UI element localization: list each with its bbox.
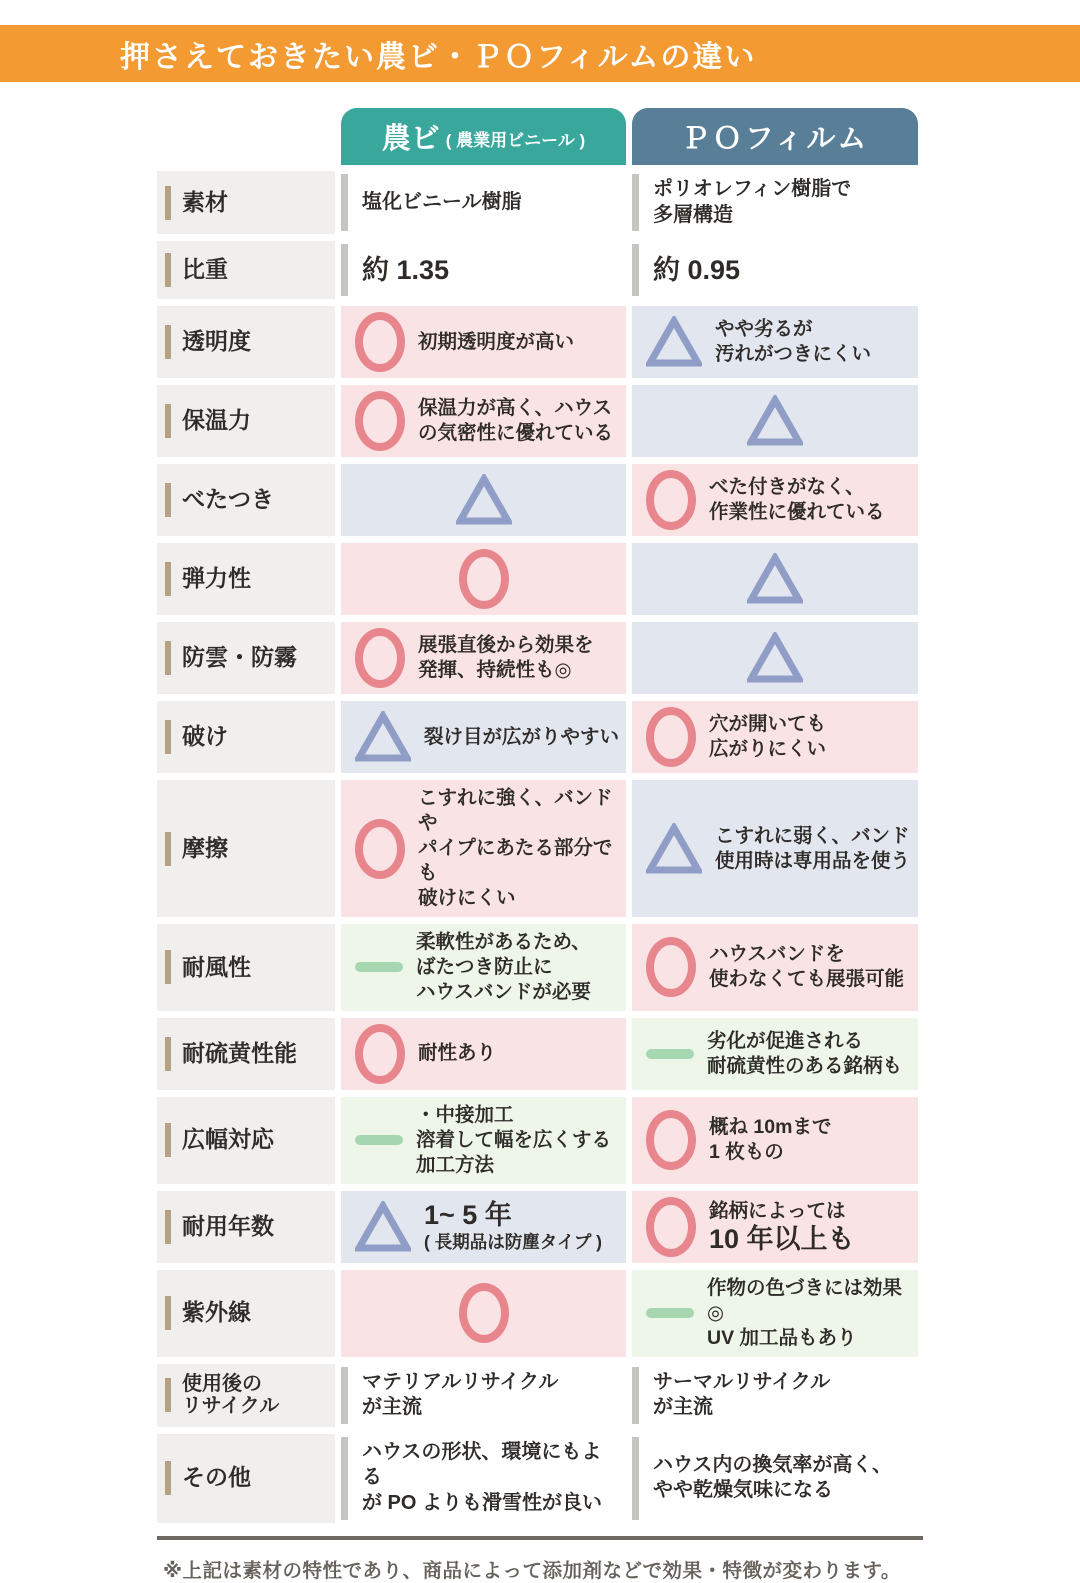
- label-accent-bar: [165, 1461, 171, 1495]
- value-cell-nobi: [341, 1191, 626, 1263]
- cell-text: [418, 330, 574, 355]
- row-label-cell: [157, 1434, 335, 1523]
- cell-text-line: 耐性あり: [418, 1042, 497, 1065]
- circle-rating-icon: [646, 1197, 696, 1257]
- circle-rating-icon: [355, 628, 405, 688]
- cell-text: [418, 786, 622, 911]
- triangle-glyph: [646, 823, 702, 875]
- cell-text-line: 汚れがつきにくい: [715, 343, 872, 366]
- cell-text: [715, 317, 871, 367]
- circle-glyph: [355, 312, 405, 372]
- column-header-po-label: ＰＯフィルム: [680, 123, 870, 155]
- cell-text-line: べた付きがなく、: [709, 476, 865, 499]
- value-cell-nobi: [341, 924, 626, 1011]
- row-label-cell: [157, 1364, 335, 1427]
- cell-text-line: が主流: [653, 1396, 713, 1419]
- dash-rating-icon: [355, 962, 403, 972]
- cell-text: [416, 930, 591, 1005]
- cell-text-line: ハウスバンドを: [709, 943, 845, 966]
- table-row: [157, 1097, 923, 1184]
- triangle-rating-icon: [747, 553, 803, 605]
- circle-glyph: [646, 707, 696, 767]
- label-accent-bar: [165, 1378, 171, 1412]
- row-label: その他: [182, 1464, 251, 1491]
- value-cell-po: [632, 924, 918, 1011]
- value-cell-nobi: [341, 385, 626, 457]
- cell-text-line: ハウス内の換気率が高く、: [653, 1453, 892, 1476]
- cell-accent-bar: [632, 1367, 639, 1424]
- value-cell-po: [632, 701, 918, 773]
- circle-rating-icon: [355, 312, 405, 372]
- title-bar: [0, 25, 1080, 82]
- value-cell-po: [632, 171, 918, 234]
- cell-text-line: 多層構造: [653, 203, 733, 226]
- dash-glyph: [646, 1049, 694, 1059]
- circle-glyph: [355, 391, 405, 451]
- circle-glyph: [355, 628, 405, 688]
- value-cell-po: [632, 1364, 918, 1427]
- column-header-row: [157, 108, 923, 165]
- cell-text-line: 劣化が促進される: [707, 1029, 864, 1052]
- circle-glyph: [355, 819, 405, 879]
- value-cell-po: [632, 780, 918, 917]
- value-cell-nobi: [341, 1434, 626, 1523]
- row-label: 保温力: [182, 407, 251, 434]
- dash-glyph: [355, 1135, 403, 1145]
- column-header-po: [632, 108, 918, 165]
- cell-text-line: やや乾燥気味になる: [653, 1479, 833, 1502]
- row-label-cell: [157, 241, 335, 299]
- cell-text: [418, 633, 594, 683]
- label-accent-bar: [165, 641, 171, 675]
- cell-accent-bar: [341, 244, 348, 296]
- cell-text-line: 約 0.95: [653, 254, 741, 285]
- value-cell-po: [632, 1018, 918, 1090]
- table-row: [157, 701, 923, 773]
- cell-text-line: UV 加工品もあり: [707, 1326, 857, 1349]
- cell-text: [707, 1029, 902, 1079]
- table-row: [157, 1364, 923, 1427]
- row-label: 破け: [182, 723, 228, 750]
- cell-accent-bar: [632, 174, 639, 231]
- cell-text: [653, 1453, 892, 1504]
- cell-text: [709, 1115, 831, 1165]
- cell-text-line: 溶着して幅を広くする: [416, 1128, 612, 1151]
- label-accent-bar: [165, 1123, 171, 1157]
- cell-text: [416, 1103, 611, 1178]
- table-row: [157, 171, 923, 234]
- circle-rating-icon: [459, 1283, 509, 1343]
- cell-text: [653, 177, 851, 228]
- cell-text: [709, 942, 904, 992]
- value-cell-nobi: [341, 1364, 626, 1427]
- cell-text-line: 柔軟性があるため、: [416, 930, 591, 953]
- cell-text-line: 初期透明度が高い: [418, 330, 575, 353]
- value-cell-po: [632, 543, 918, 615]
- table-row: [157, 1018, 923, 1090]
- dash-glyph: [355, 962, 403, 972]
- table-row: [157, 464, 923, 536]
- circle-rating-icon: [355, 391, 405, 451]
- cell-accent-bar: [341, 1367, 348, 1424]
- row-label: 防雲・防霧: [182, 644, 297, 671]
- table-body: [157, 171, 923, 1523]
- label-accent-bar: [165, 253, 171, 287]
- cell-text-line: 1 枚もの: [709, 1141, 784, 1164]
- row-label: 使用後の リサイクル: [182, 1372, 280, 1418]
- cell-text-line: こすれに強く、バンドや: [418, 787, 613, 835]
- circle-rating-icon: [646, 937, 696, 997]
- value-cell-nobi: [341, 171, 626, 234]
- triangle-rating-icon: [747, 395, 803, 447]
- cell-text-line: パイプにあたる部分でも: [418, 837, 613, 885]
- cell-text-line: こすれに弱く、バンド: [715, 824, 910, 847]
- circle-glyph: [459, 549, 509, 609]
- value-cell-po: [632, 1270, 918, 1357]
- row-label: 摩擦: [182, 834, 228, 861]
- triangle-glyph: [747, 553, 803, 605]
- cell-text-line: ハウスの形状、環境にもよる: [362, 1440, 602, 1489]
- circle-rating-icon: [646, 470, 696, 530]
- cell-text-line: 発揮、持続性も◎: [418, 659, 572, 682]
- cell-accent-bar: [341, 174, 348, 231]
- table-row: [157, 622, 923, 694]
- value-cell-po: [632, 1434, 918, 1523]
- cell-text-line: ハウスバンドが必要: [416, 980, 591, 1003]
- cell-text-line: 加工方法: [416, 1153, 495, 1176]
- cell-text-line: ポリオレフィン樹脂で: [653, 178, 852, 200]
- cell-text-line: 耐硫黄性のある銘柄も: [707, 1054, 903, 1077]
- footer-note: ※上記は素材の特性であり、商品によって添加剤などで効果・特徴が変わります。: [163, 1559, 901, 1582]
- cell-text-line: 銘柄によっては: [709, 1199, 846, 1222]
- cell-text: [709, 475, 885, 525]
- cell-text-line: 展張直後から効果を: [418, 634, 594, 657]
- row-label: 紫外線: [182, 1299, 251, 1326]
- label-accent-bar: [165, 186, 171, 220]
- value-cell-nobi: [341, 701, 626, 773]
- triangle-glyph: [355, 711, 411, 763]
- triangle-rating-icon: [646, 823, 702, 875]
- row-label: べたつき: [182, 486, 274, 513]
- table-row: [157, 780, 923, 917]
- value-cell-po: [632, 385, 918, 457]
- row-label-cell: [157, 543, 335, 615]
- cell-accent-bar: [632, 1437, 639, 1520]
- row-label-cell: [157, 1191, 335, 1263]
- circle-glyph: [646, 470, 696, 530]
- cell-text-line: マテリアルリサイクル: [362, 1370, 559, 1393]
- cell-text-line: 破けにくい: [418, 887, 516, 909]
- triangle-rating-icon: [747, 632, 803, 684]
- circle-rating-icon: [646, 1110, 696, 1170]
- value-cell-nobi: [341, 1097, 626, 1184]
- cell-text: [362, 1370, 558, 1421]
- value-cell-nobi: [341, 622, 626, 694]
- row-label-cell: [157, 622, 335, 694]
- row-label: 透明度: [182, 328, 251, 355]
- value-cell-nobi: [341, 1270, 626, 1357]
- cell-text-line: 作物の色づきには効果◎: [707, 1276, 903, 1324]
- cell-accent-bar: [632, 244, 639, 296]
- dash-rating-icon: [646, 1308, 694, 1318]
- cell-text-line: 穴が開いても: [709, 713, 827, 736]
- value-cell-nobi: [341, 464, 626, 536]
- table-row: [157, 1191, 923, 1263]
- cell-text-line: 塩化ビニール樹脂: [362, 190, 522, 213]
- cell-text-line: 10 年以上も: [709, 1223, 855, 1254]
- row-label: 耐風性: [182, 953, 251, 980]
- triangle-glyph: [646, 316, 702, 368]
- comparison-table: [157, 108, 923, 1583]
- row-label: 広幅対応: [182, 1126, 274, 1153]
- page-title: 押さえておきたい農ビ・ＰＯフィルムの違い: [120, 40, 757, 74]
- circle-rating-icon: [355, 1024, 405, 1084]
- cell-text-line: 1~ 5 年: [424, 1199, 512, 1230]
- row-label: 耐硫黄性能: [182, 1039, 297, 1066]
- cell-text-line: やや劣るが: [715, 318, 813, 341]
- cell-text-line: が主流: [362, 1396, 422, 1419]
- cell-text-line: 裂け目が広がりやすい: [424, 725, 620, 748]
- cell-text: [362, 1440, 620, 1517]
- dash-rating-icon: [355, 1135, 403, 1145]
- table-row: [157, 1270, 923, 1357]
- column-header-spacer: [157, 108, 335, 165]
- row-label: 弾力性: [182, 565, 251, 592]
- footer-divider: [157, 1536, 923, 1540]
- value-cell-po: [632, 306, 918, 378]
- value-cell-po: [632, 464, 918, 536]
- column-header-nobi: [341, 108, 626, 165]
- row-label-cell: [157, 924, 335, 1011]
- cell-text: [362, 255, 449, 286]
- row-label: 比重: [182, 256, 228, 283]
- value-cell-po: [632, 241, 918, 299]
- cell-text-line: 使わなくても展張可能: [709, 968, 905, 991]
- cell-text-line: 概ね 10mまで: [709, 1116, 832, 1139]
- triangle-rating-icon: [355, 1201, 411, 1253]
- circle-glyph: [355, 1024, 405, 1084]
- cell-text-line: ( 長期品は防塵タイプ ): [424, 1232, 603, 1252]
- label-accent-bar: [165, 483, 171, 517]
- label-accent-bar: [165, 720, 171, 754]
- label-accent-bar: [165, 832, 171, 866]
- table-row: [157, 924, 923, 1011]
- cell-text: [653, 1370, 830, 1421]
- table-row: [157, 543, 923, 615]
- label-accent-bar: [165, 1037, 171, 1071]
- cell-text-line: が PO よりも滑雪性が良い: [362, 1491, 603, 1514]
- column-header-nobi-label: 農ビ: [381, 123, 440, 155]
- label-accent-bar: [165, 950, 171, 984]
- value-cell-nobi: [341, 543, 626, 615]
- circle-glyph: [646, 1197, 696, 1257]
- dash-rating-icon: [646, 1049, 694, 1059]
- value-cell-po: [632, 1097, 918, 1184]
- row-label-cell: [157, 701, 335, 773]
- circle-glyph: [459, 1283, 509, 1343]
- value-cell-nobi: [341, 1018, 626, 1090]
- cell-text-line: 約 1.35: [362, 254, 450, 285]
- triangle-glyph: [747, 632, 803, 684]
- circle-rating-icon: [646, 707, 696, 767]
- dash-glyph: [646, 1308, 694, 1318]
- column-header-nobi-sublabel: ( 農業用ビニール ): [445, 131, 586, 150]
- value-cell-po: [632, 1191, 918, 1263]
- triangle-glyph: [456, 474, 512, 526]
- cell-text-line: 広がりにくい: [709, 738, 827, 761]
- cell-text: [424, 725, 619, 750]
- cell-text: [362, 190, 522, 216]
- cell-text: [424, 1200, 602, 1253]
- table-row: [157, 1434, 923, 1523]
- cell-text-line: の気密性に優れている: [418, 422, 614, 445]
- cell-text: [715, 824, 910, 874]
- cell-text-line: 保温力が高く、ハウス: [418, 397, 613, 420]
- cell-accent-bar: [341, 1437, 348, 1520]
- row-label: 素材: [182, 188, 228, 215]
- row-label-cell: [157, 306, 335, 378]
- triangle-rating-icon: [456, 474, 512, 526]
- cell-text-line: サーマルリサイクル: [653, 1370, 831, 1393]
- circle-glyph: [646, 937, 696, 997]
- circle-glyph: [646, 1110, 696, 1170]
- table-row: [157, 306, 923, 378]
- triangle-glyph: [355, 1201, 411, 1253]
- label-accent-bar: [165, 562, 171, 596]
- row-label-cell: [157, 1270, 335, 1357]
- row-label-cell: [157, 385, 335, 457]
- cell-text: [709, 712, 826, 762]
- label-accent-bar: [165, 1210, 171, 1244]
- cell-text: [418, 396, 613, 446]
- cell-text: [707, 1276, 914, 1351]
- cell-text-line: 作業性に優れている: [709, 501, 885, 524]
- triangle-rating-icon: [355, 711, 411, 763]
- cell-text: [418, 1041, 496, 1066]
- row-label-cell: [157, 464, 335, 536]
- table-row: [157, 241, 923, 299]
- label-accent-bar: [165, 1296, 171, 1330]
- cell-text-line: ・中接加工: [416, 1103, 514, 1126]
- row-label-cell: [157, 171, 335, 234]
- value-cell-po: [632, 622, 918, 694]
- circle-rating-icon: [459, 549, 509, 609]
- circle-rating-icon: [355, 819, 405, 879]
- value-cell-nobi: [341, 780, 626, 917]
- row-label-cell: [157, 1018, 335, 1090]
- cell-text-line: 使用時は専用品を使う: [715, 849, 911, 872]
- cell-text-line: ばたつき防止に: [416, 955, 553, 978]
- value-cell-nobi: [341, 241, 626, 299]
- triangle-rating-icon: [646, 316, 702, 368]
- value-cell-nobi: [341, 306, 626, 378]
- triangle-glyph: [747, 395, 803, 447]
- label-accent-bar: [165, 325, 171, 359]
- label-accent-bar: [165, 404, 171, 438]
- comparison-infographic: [0, 25, 1080, 1583]
- row-label: 耐用年数: [182, 1212, 274, 1239]
- cell-text: [709, 1199, 855, 1255]
- row-label-cell: [157, 1097, 335, 1184]
- row-label-cell: [157, 780, 335, 917]
- table-row: [157, 385, 923, 457]
- cell-text: [653, 255, 740, 286]
